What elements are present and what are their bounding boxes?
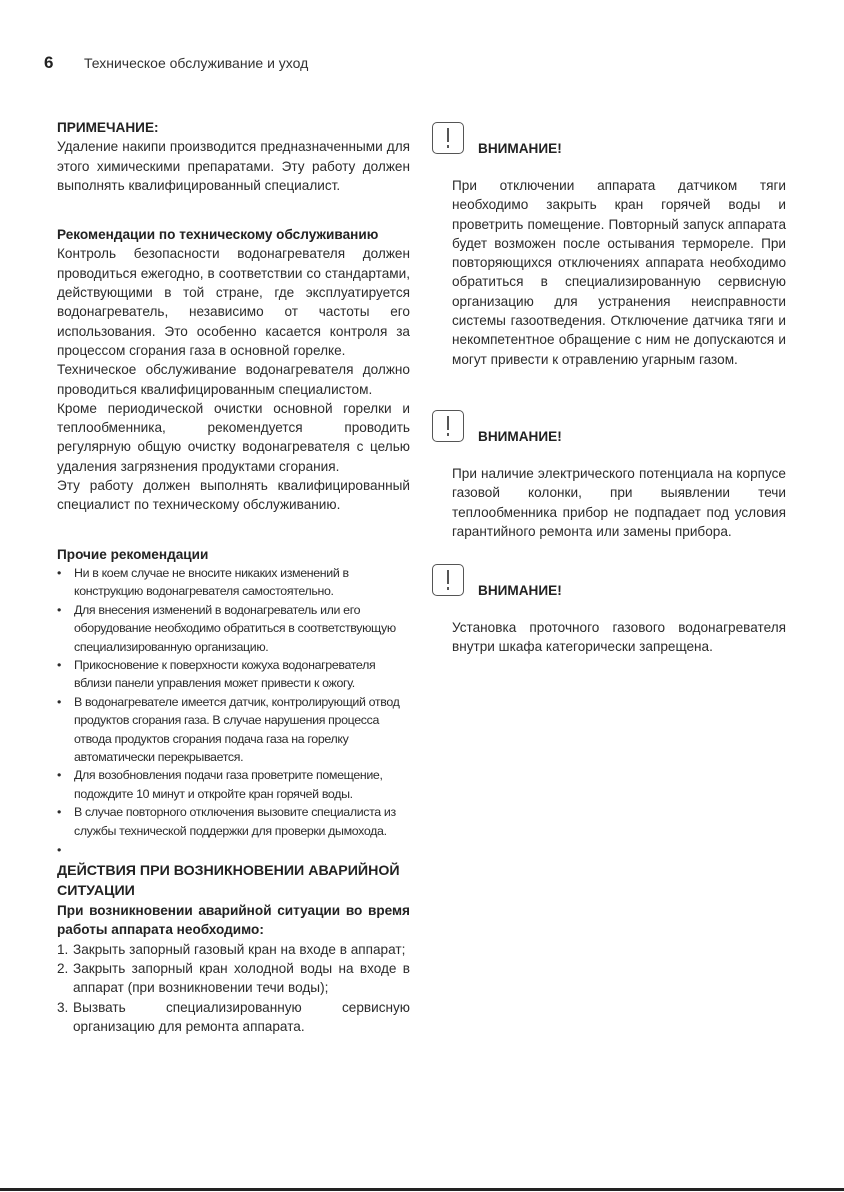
- step-text: Закрыть запорный газовый кран на входе в аппарат;: [73, 941, 406, 957]
- step-number: 3.: [57, 999, 69, 1015]
- page-number: 6: [44, 53, 54, 72]
- maintenance-heading: Рекомендации по техническому обслуживанию: [57, 227, 379, 243]
- page-title: Техническое обслуживание и уход: [84, 55, 309, 71]
- emergency-heading: ДЕЙСТВИЯ ПРИ ВОЗНИКНОВЕНИИ АВАРИЙНОЙ СИТУАЦИИ: [57, 863, 400, 899]
- maintenance-paragraph: Кроме периодической очистки основной горелки и теплообменника, рекомендуется проводить регулярную общую очистку водонагревателя с целью удаления загрязнения продуктами сгорания.: [57, 400, 410, 474]
- maintenance-paragraph: Эту работу должен выполнять квалифицированный специалист по техническому обслуживанию.: [57, 478, 410, 513]
- exclamation-box-icon: [432, 122, 464, 154]
- emergency-subheading: При возникновении аварийной ситуации во время работы аппарата необходимо:: [57, 903, 410, 938]
- footer-rule: [0, 1188, 844, 1191]
- list-item: • Ни в коем случае не вносите никаких изменений в конструкцию водонагревателя самостоятельно.: [57, 564, 410, 601]
- list-item: [57, 940, 410, 959]
- warning-text: При наличие электрического потенциала на корпусе газовой колонки, при выявлении течи теплообменника прибор не подпадает под условия гарантийного ремонта или замены прибора.: [452, 466, 786, 539]
- warning-block: [432, 560, 786, 657]
- maintenance-paragraph: Контроль безопасности водонагревателя должен проводиться ежегодно, в соответствии со стандартами, действующими в той стране, где эксплуатируется водонагреватель, независимо от частоты его использования. Это особенно касается контроля за процессом сгорания газа в основной горелке.: [57, 246, 410, 358]
- step-number: 2.: [57, 960, 69, 976]
- left-column: [57, 118, 410, 1036]
- warning-title: ВНИМАНИЕ!: [478, 583, 562, 598]
- list-item: [57, 998, 410, 1037]
- list-item: • Для внесения изменений в водонагреватель или его оборудование необходимо обратиться в соответствующую специализированную организацию.: [57, 601, 410, 656]
- exclamation-box-icon: [432, 410, 464, 442]
- list-item: • Для возобновления подачи газа проветрите помещение, подождите 10 минут и откройте кран горячей воды.: [57, 766, 410, 803]
- other-recommendations-heading: Прочие рекомендации: [57, 546, 209, 562]
- list-item: [57, 959, 410, 998]
- page-header: [44, 53, 308, 73]
- note-text: Удаление накипи производится предназначенными для этого химическими препаратами. Эту работу должен выполнять квалифицированный специалист.: [57, 139, 410, 193]
- warning-block: [432, 406, 786, 541]
- emergency-steps: [57, 940, 410, 1036]
- list-item: • В водонагревателе имеется датчик, контролирующий отвод продуктов сгорания газа. В случае нарушения процесса отвода продуктов сгорания подача газа на горелку автоматически перекрывается.: [57, 693, 410, 767]
- step-number: 1.: [57, 941, 69, 957]
- list-item: • В случае повторного отключения вызовите специалиста из службы технической поддержки для проверки дымохода.: [57, 803, 410, 840]
- warning-text: Установка проточного газового водонагревателя внутри шкафа категорически запрещена.: [452, 620, 786, 655]
- step-text: Закрыть запорный кран холодной воды на входе в аппарат (при возникновении течи воды);: [73, 960, 410, 996]
- empty-bullet: •: [57, 843, 62, 858]
- warning-text: При отключении аппарата датчиком тяги необходимо закрыть кран горячей воды и проветрить помещение. Повторный запуск аппарата будет возможен после остывания термореле. При повторяющихся отключениях аппарата необходимо обратиться в специализированную сервисную организацию для устранения неисправности системы газоотведения. Отключение датчика тяги и некомпетентное обращение с ним не допускаются и могут привести к отравлению угарным газом.: [452, 178, 786, 367]
- warning-title: ВНИМАНИЕ!: [478, 141, 562, 156]
- recommendations-list: [57, 564, 410, 840]
- list-item: • Прикосновение к поверхности кожуха водонагревателя вблизи панели управления может привести к ожогу.: [57, 656, 410, 693]
- maintenance-paragraph: Техническое обслуживание водонагревателя должно проводиться квалифицированным специалистом.: [57, 362, 410, 397]
- warning-title: ВНИМАНИЕ!: [478, 429, 562, 444]
- warning-block: [432, 118, 786, 369]
- exclamation-box-icon: [432, 564, 464, 596]
- step-text: Вызвать специализированную сервисную организацию для ремонта аппарата.: [73, 999, 410, 1034]
- note-heading: ПРИМЕЧАНИЕ:: [57, 120, 159, 135]
